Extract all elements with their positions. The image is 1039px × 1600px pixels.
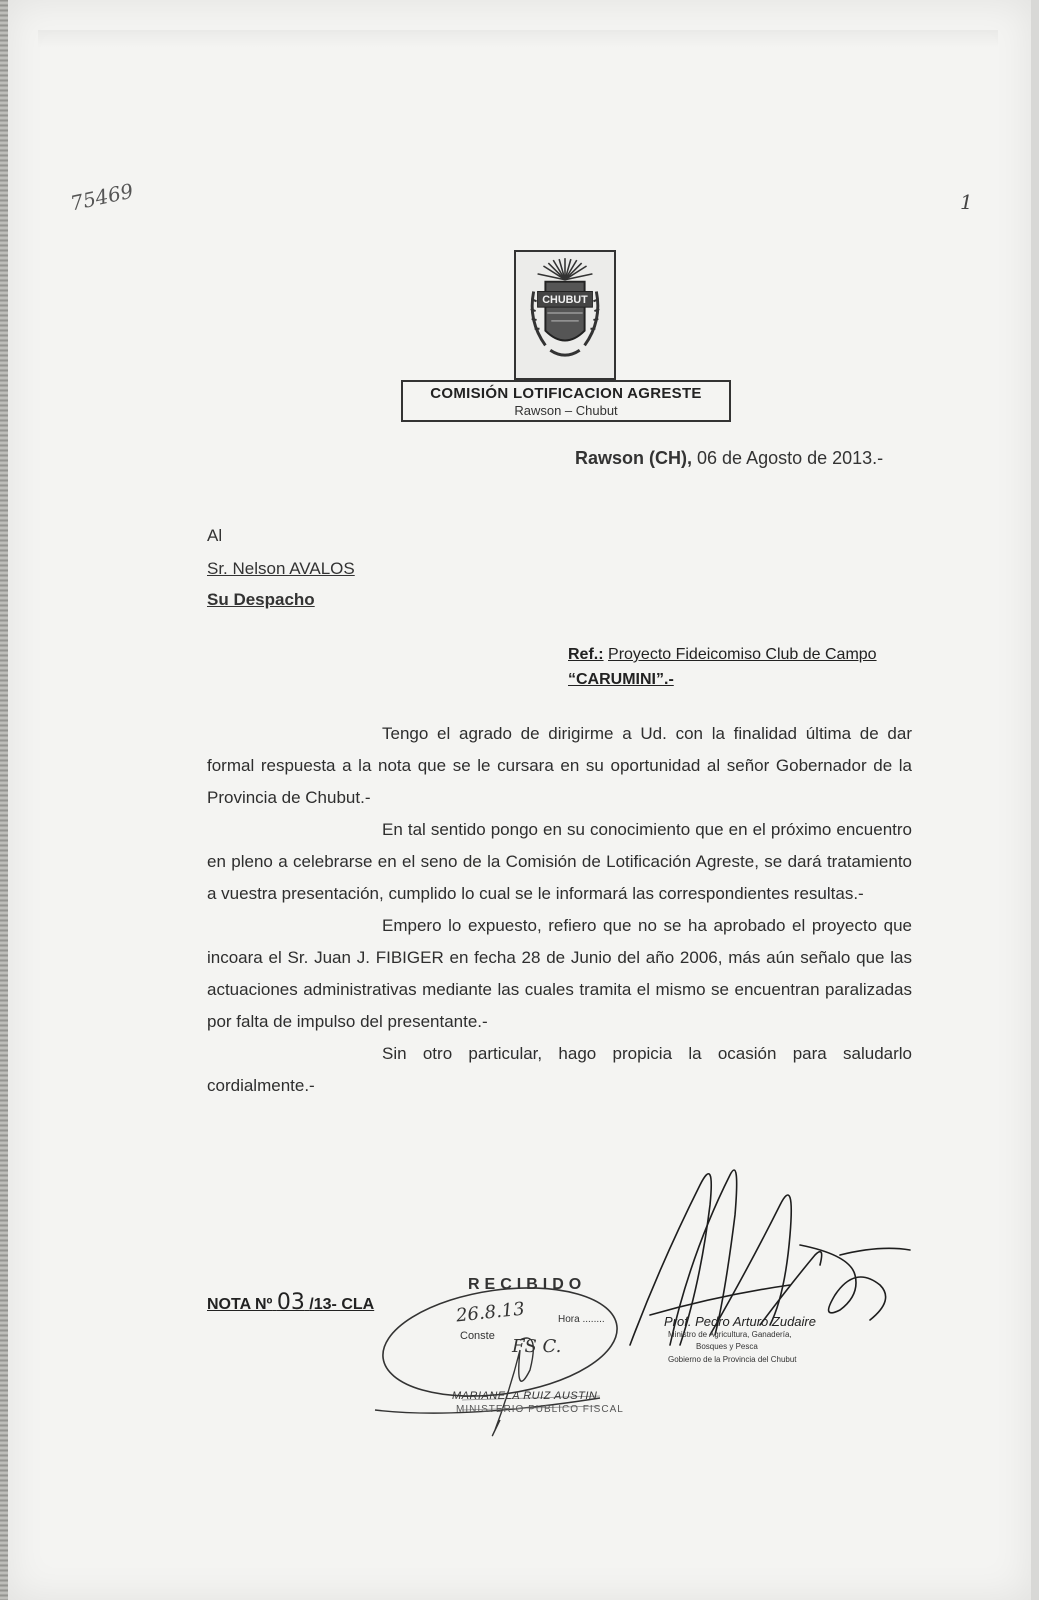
recipient-salutation: Al xyxy=(207,526,223,545)
stamp-title: RECIBIDO xyxy=(468,1276,587,1293)
date-place: Rawson (CH), xyxy=(575,448,692,468)
reference-block xyxy=(568,642,877,692)
letterhead-box xyxy=(401,380,731,422)
handwritten-signature xyxy=(620,1145,920,1375)
signer-role-line-3: Gobierno de la Provincia del Chubut xyxy=(668,1355,797,1364)
stamp-receiver-name: MARIANELA RUIZ AUSTIN xyxy=(452,1390,598,1402)
nota-handwritten-number: 03 xyxy=(276,1290,305,1315)
stamp-receiver-org: MINISTERIO PUBLICO FISCAL xyxy=(456,1404,624,1415)
organization-location: Rawson – Chubut xyxy=(514,403,618,418)
stamp-conste-label: Conste xyxy=(460,1330,495,1342)
date-text: 06 de Agosto de 2013.- xyxy=(697,448,884,468)
scan-top-band xyxy=(38,30,998,48)
signer-role-line-1: Ministro de Agricultura, Ganadería, xyxy=(668,1330,792,1339)
signer-role-line-2: Bosques y Pesca xyxy=(696,1342,758,1351)
nota-prefix: NOTA Nº xyxy=(207,1296,273,1313)
nota-suffix: /13- CLA xyxy=(309,1296,375,1313)
stamp-hora: Hora ........ xyxy=(558,1314,605,1325)
scan-left-edge xyxy=(0,0,8,1600)
reference-project: “CARUMINI”.- xyxy=(568,671,674,688)
reference-subject: Proyecto Fideicomiso Club de Campo xyxy=(608,646,877,663)
body-paragraph-4: Sin otro particular, hago propicia la ocasión para saludarlo cordialmente.- xyxy=(207,1044,912,1095)
date-line xyxy=(575,448,883,469)
svg-text:CHUBUT: CHUBUT xyxy=(542,294,588,307)
reference-label: Ref.: xyxy=(568,646,604,663)
nota-number xyxy=(207,1290,374,1315)
body-paragraph-2: En tal sentido pongo en su conocimiento que en el próximo encuentro en pleno a celebrarse en el seno de la Comisión de Lotificación Agreste, se dará tratamiento a vuestra presentación, cumplido lo cual se le informará las correspondientes resultas.- xyxy=(207,820,912,903)
organization-name: COMISIÓN LOTIFICACION AGRESTE xyxy=(430,385,702,402)
signer-name: Prof. Pedro Arturo Zudaire xyxy=(664,1314,816,1329)
stamp-conste-value: FS C. xyxy=(512,1336,562,1357)
chubut-emblem xyxy=(514,250,616,380)
stamp-date: 26.8.13 xyxy=(455,1298,526,1327)
letter-body xyxy=(207,718,912,1102)
coat-of-arms-icon xyxy=(516,252,614,378)
recipient-name: Sr. Nelson AVALOS xyxy=(207,559,355,578)
body-paragraph-3: Empero lo expuesto, refiero que no se ha aprobado el proyecto que incoara el Sr. Juan J. FIBIGER en fecha 28 de Junio del año 2006, más aún señalo que las actuaciones administrativas mediante las cuales tramita el mismo se encuentran paralizadas por falta de impulso del presentante.- xyxy=(207,916,912,1031)
handwritten-page-number: 1 xyxy=(960,190,973,214)
handwritten-number: 75469 xyxy=(68,178,136,216)
body-paragraph-1: Tengo el agrado de dirigirme a Ud. con la finalidad última de dar formal respuesta a la nota que se le cursara en su oportunidad al señor Gobernador de la Provincia de Chubut.- xyxy=(207,724,912,807)
recipient-office: Su Despacho xyxy=(207,590,315,609)
